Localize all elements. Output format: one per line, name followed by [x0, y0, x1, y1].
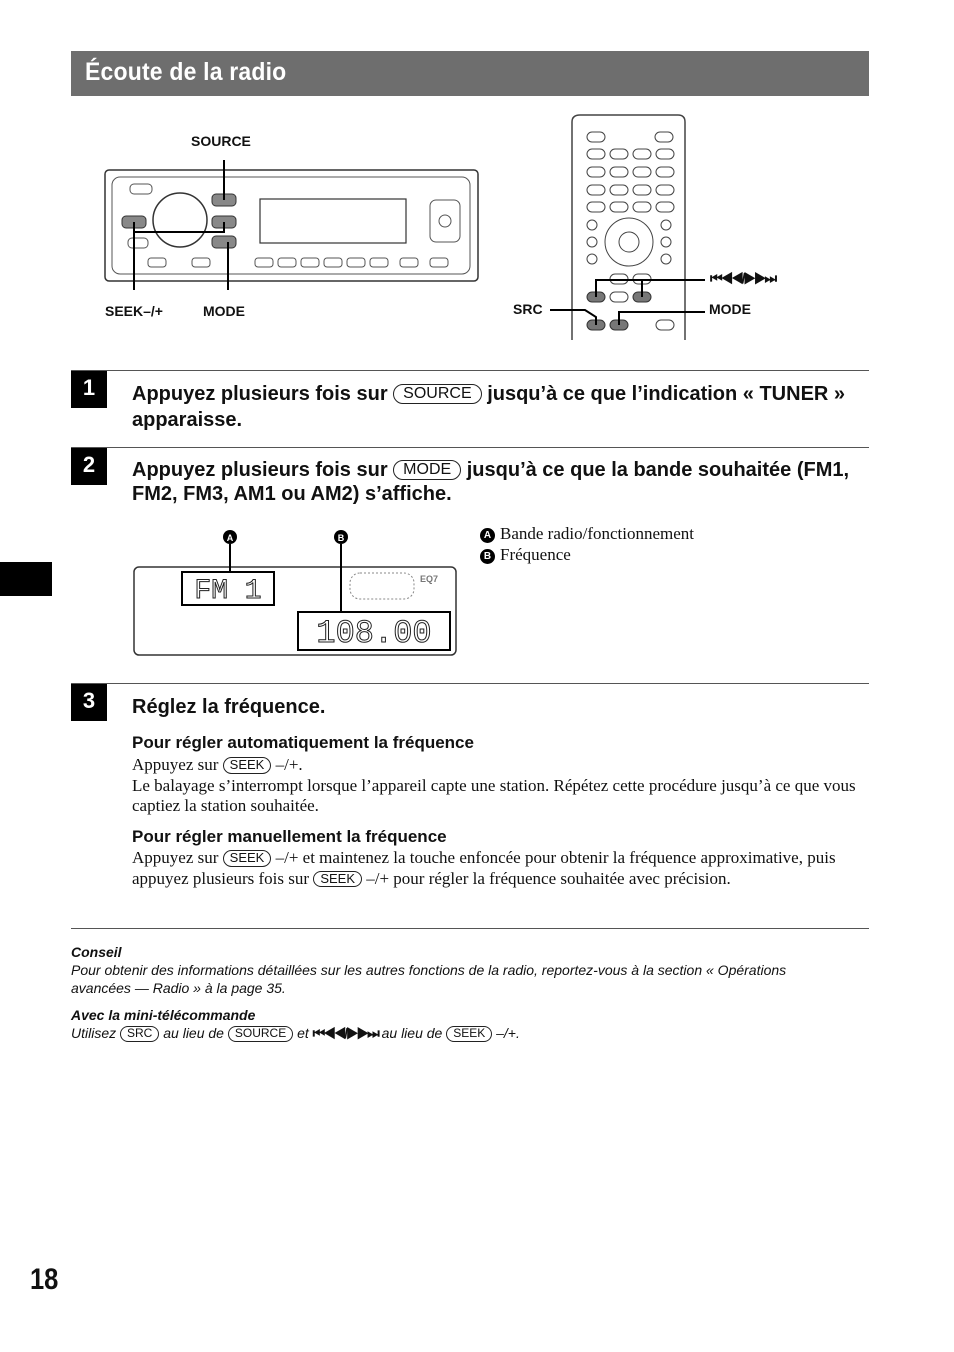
- mode-label: MODE: [203, 303, 245, 319]
- auto-tune-body: Appuyez sur SEEK –/+. Le balayage s’interrompt lorsque l’appareil capte une station. Répétez cette procédure jusqu’à ce que vous captiez la station souhaitée.: [132, 755, 856, 815]
- src-label: SRC: [513, 301, 543, 317]
- callout-a: A Bande radio/fonctionnement: [480, 524, 694, 544]
- remote-tip-text: Utilisez SRC au lieu de SOURCE et ⏮◀◀/▶▶⏭ au lieu de SEEK –/+.: [71, 1025, 520, 1041]
- svg-text:EQ7: EQ7: [420, 574, 439, 584]
- auto-tune-heading: Pour régler automatiquement la fréquence: [132, 733, 474, 752]
- src-key: SRC: [120, 1026, 159, 1042]
- step-3-text: Réglez la fréquence.: [132, 696, 326, 718]
- tip-title: Conseil: [71, 944, 122, 960]
- manual-tune-body: Appuyez sur SEEK –/+ et maintenez la touche enfoncée pour obtenir la fréquence approximative, puis appuyez plusieurs fois sur SEEK –/+ pour régler la fréquence souhaitée avec précision.: [132, 848, 836, 888]
- callout-b: B Fréquence: [480, 545, 571, 565]
- source-key: SOURCE: [393, 384, 481, 404]
- skip-symbols: ⏮◀◀/▶▶⏭: [312, 1025, 378, 1041]
- tip-text: Pour obtenir des informations détaillées sur les autres fonctions de la radio, reportez-vous à la section « Opérations avancées — Radio » à la page 35.: [71, 962, 787, 996]
- source-label: SOURCE: [191, 133, 251, 149]
- seek-key: SEEK: [223, 850, 272, 867]
- callout-a-marker: A: [226, 533, 234, 543]
- step-divider: [71, 370, 869, 371]
- page-number: 18: [30, 1263, 59, 1296]
- seek-key: SEEK: [223, 757, 272, 774]
- mode-key: MODE: [393, 460, 461, 480]
- seek-key: SEEK: [313, 871, 362, 888]
- section-title-bar: [71, 51, 869, 96]
- remote-illustration: [540, 112, 840, 342]
- seek-key: SEEK: [446, 1026, 492, 1042]
- remote-mode-label: MODE: [709, 301, 751, 317]
- manual-tune-heading: Pour régler manuellement la fréquence: [132, 827, 447, 846]
- step-divider: [71, 683, 869, 684]
- skip-label: ⏮◀◀/▶▶⏭: [710, 270, 776, 286]
- step-number: 3: [71, 684, 107, 721]
- display-illustration: [130, 525, 462, 660]
- remote-tip-title: Avec la mini-télécommande: [71, 1007, 256, 1023]
- section-divider: [71, 928, 869, 929]
- frequency-readout: 108.00: [316, 615, 432, 652]
- band-readout: FM 1: [194, 576, 262, 607]
- callout-b-marker: B: [337, 533, 345, 543]
- step-2-text: Appuyez plusieurs fois sur MODE jusqu’à ce que la bande souhaitée (FM1, FM2, FM3, AM1 ou AM2) s’affiche.: [132, 459, 850, 505]
- seek-label: SEEK–/+: [105, 303, 163, 319]
- step-1-text: Appuyez plusieurs fois sur SOURCE jusqu’à ce que l’indication « TUNER » apparaisse.: [132, 383, 846, 431]
- source-key: SOURCE: [228, 1026, 293, 1042]
- head-unit-illustration: [100, 160, 485, 290]
- step-number: 2: [71, 448, 107, 485]
- step-number: 1: [71, 371, 107, 408]
- chapter-tab: [0, 562, 52, 596]
- section-title: Écoute de la radio: [85, 58, 287, 86]
- step-divider: [71, 447, 869, 448]
